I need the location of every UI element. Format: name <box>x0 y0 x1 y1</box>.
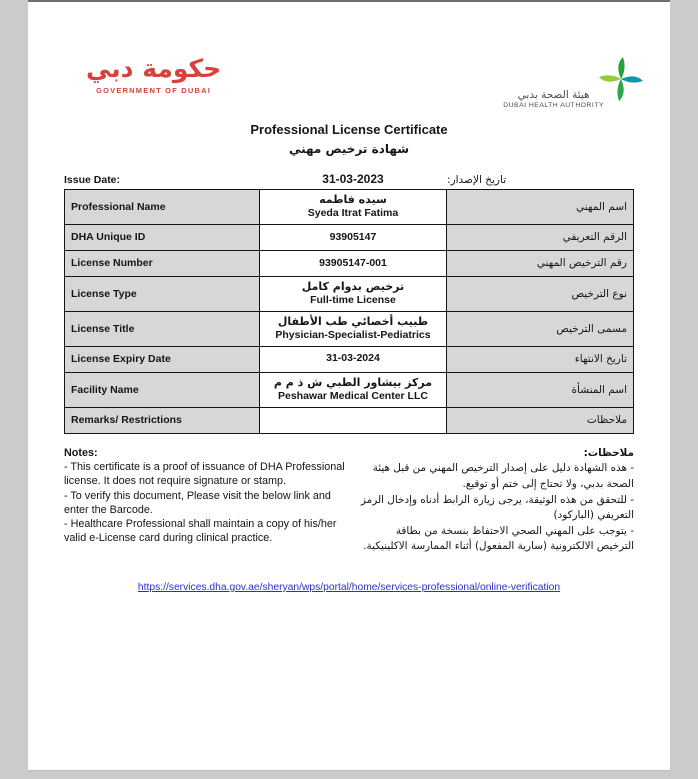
license-details-table <box>64 189 634 434</box>
table-row <box>65 372 634 407</box>
note-item: - This certificate is a proof of issuance of DHA Professional license. It does not require signature or stamp. <box>64 461 345 488</box>
table-row <box>65 250 634 276</box>
row-label-arabic: اسم المهني <box>447 190 634 225</box>
notes-arabic-heading: ملاحظات: <box>583 446 634 459</box>
note-item: - للتحقق من هذه الوثيقة، يرجى زيارة الرابط أدناه وإدخال الرمز التعريفي (الباركود) <box>360 493 634 522</box>
row-label-arabic: نوع الترخيص <box>447 276 634 311</box>
verification-link-row <box>28 577 670 595</box>
dha-star-icon <box>598 56 644 102</box>
row-label-english: DHA Unique ID <box>65 224 260 250</box>
notes-arabic <box>358 446 634 555</box>
row-label-english: License Type <box>65 276 260 311</box>
row-label-english: Facility Name <box>65 372 260 407</box>
row-label-english: License Title <box>65 311 260 346</box>
row-value-cell <box>259 311 447 346</box>
row-value-arabic: سيده فاطمه <box>319 193 387 206</box>
notes-english <box>64 446 356 555</box>
row-value-english: 93905147-001 <box>319 256 387 269</box>
row-label-arabic: مسمى الترخيص <box>447 311 634 346</box>
row-label-english: License Expiry Date <box>65 346 260 372</box>
row-value-cell <box>259 372 447 407</box>
row-label-english: Remarks/ Restrictions <box>65 407 260 433</box>
row-value-cell <box>259 407 447 433</box>
dha-name-english: DUBAI HEALTH AUTHORITY <box>503 102 604 110</box>
certificate-page <box>28 0 670 771</box>
note-item: - يتوجب على المهني الصحي الاحتفاظ بنسخة من بطاقة الترخيص الالكترونية (سارية المفعول) أثناء الممارسة الاكلينيكية. <box>363 524 634 553</box>
certificate-title-arabic: شهادة ترخيص مهني <box>288 142 410 156</box>
dubai-health-authority-logo <box>503 56 644 110</box>
note-item: - To verify this document, Please visit the below link and enter the Barcode. <box>64 489 331 516</box>
dha-logo-text <box>503 89 604 110</box>
table-row <box>65 190 634 225</box>
header <box>28 2 670 110</box>
row-value-english: Full-time License <box>310 294 396 307</box>
row-label-arabic: رقم الترخيص المهني <box>447 250 634 276</box>
row-value-english: Syeda Itrat Fatima <box>307 207 399 220</box>
table-row <box>65 346 634 372</box>
row-value-cell <box>259 190 447 225</box>
row-label-arabic: تاريخ الانتهاء <box>447 346 634 372</box>
row-value-english: 93905147 <box>329 230 377 243</box>
row-value-cell <box>259 224 447 250</box>
row-value-arabic: مركز بيشاور الطبي ش ذ م م <box>273 375 433 389</box>
row-value-english: 31-03-2024 <box>326 352 380 365</box>
certificate-title-english: Professional License Certificate <box>250 122 448 137</box>
row-label-english: License Number <box>65 250 260 276</box>
row-label-arabic: اسم المنشأة <box>447 372 634 407</box>
table-row <box>65 276 634 311</box>
row-value-arabic: ترخيص بدوام كامل <box>301 279 405 293</box>
notes-section <box>28 446 670 555</box>
row-label-english: Professional Name <box>65 190 260 225</box>
note-item: - Healthcare Professional shall maintain a copy of his/her valid e-License card during clinical practice. <box>64 518 337 545</box>
row-value-english: Physician-Specialist-Pediatrics <box>275 329 431 342</box>
row-value-arabic: طبيب أخصائي طب الأطفال <box>277 314 429 328</box>
dha-name-arabic: هيئة الصحة بدبي <box>517 89 590 102</box>
government-of-dubai-logo <box>86 56 221 95</box>
issue-date-label-english: Issue Date: <box>64 174 121 186</box>
row-value-cell <box>259 276 447 311</box>
note-item: - هذه الشهادة دليل على إصدار الترخيص المهني من قبل هيئة الصحة بدبي، ولا تحتاج إلى ختم أو توقيع. <box>372 462 634 490</box>
government-of-dubai-calligraphy-icon: حكومة دبي <box>86 54 222 83</box>
issue-date-row <box>28 172 670 186</box>
notes-arabic-list <box>358 461 634 555</box>
notes-english-list <box>64 460 356 546</box>
notes-english-heading: Notes: <box>64 446 98 459</box>
row-value-cell <box>259 346 447 372</box>
table-row <box>65 224 634 250</box>
government-of-dubai-caption: GOVERNMENT OF DUBAI <box>96 86 211 96</box>
table-row <box>65 407 634 433</box>
issue-date-value: 31-03-2023 <box>322 172 384 186</box>
issue-date-label-arabic: تاريخ الإصدار: <box>447 174 507 186</box>
row-value-cell <box>259 250 447 276</box>
row-label-arabic: الرقم التعريفي <box>447 224 634 250</box>
online-verification-link[interactable]: https://services.dha.gov.ae/sheryan/wps/portal/home/services-professional/online-verification <box>137 582 561 594</box>
row-value-english: Peshawar Medical Center LLC <box>277 390 428 403</box>
table-row <box>65 311 634 346</box>
row-label-arabic: ملاحظات <box>447 407 634 433</box>
